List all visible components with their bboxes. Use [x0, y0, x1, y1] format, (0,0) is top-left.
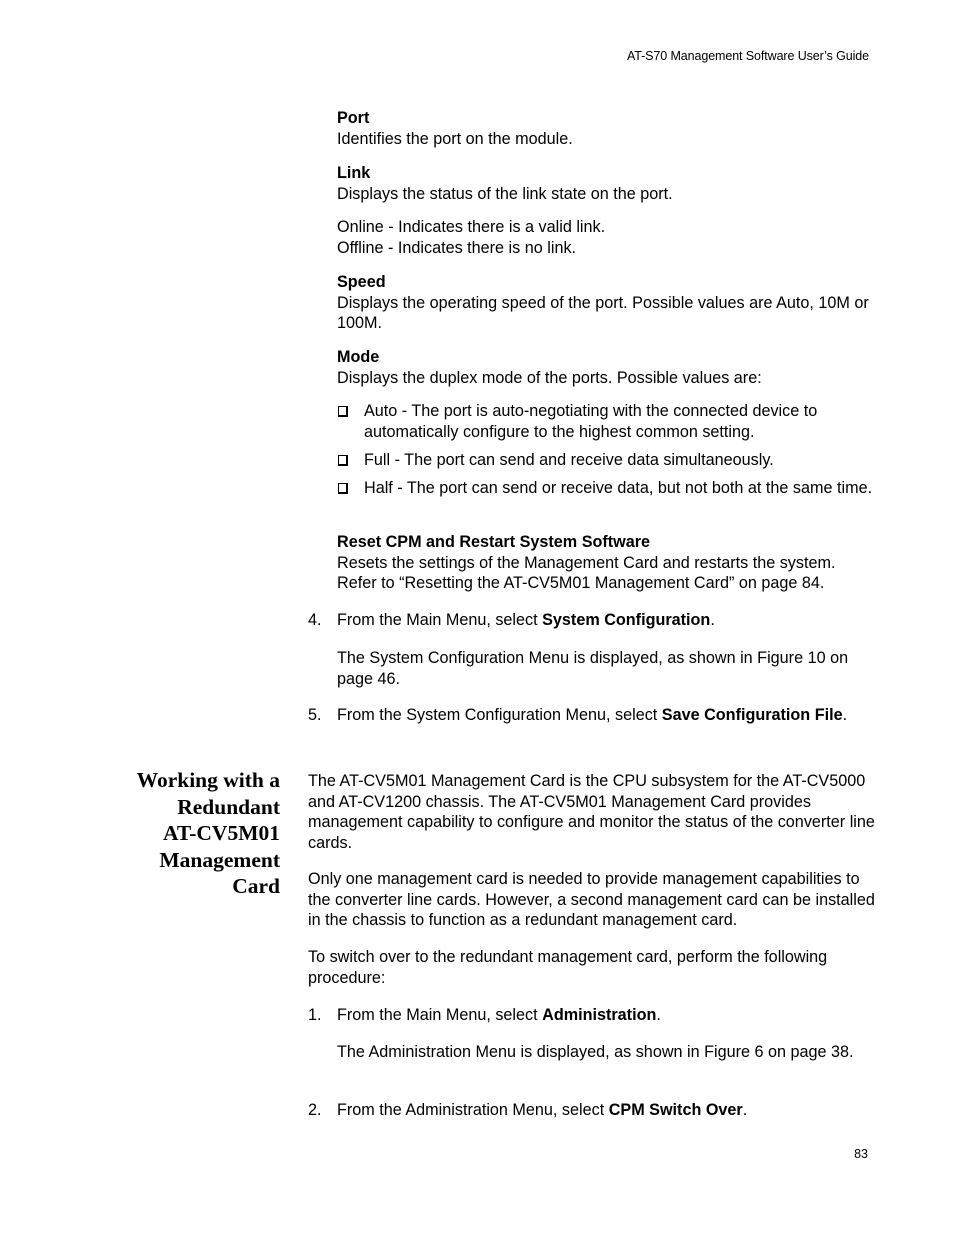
step-number: 1.	[308, 1006, 322, 1024]
field-desc: Resets the settings of the Management Card and restarts the system. Refer to “Resetting the AT-CV5M01 Management Card” on page 84.	[337, 553, 836, 592]
section-paragraph-3: To switch over to the redundant management card, perform the following procedure:	[308, 948, 828, 987]
section-paragraph-1: The AT-CV5M01 Management Card is the CPU subsystem for the AT-CV5000 and AT-CV1200 chassis. The AT-CV5M01 Management Card provides management capability to configure and monitor the status of the converter line cards.	[308, 772, 875, 852]
checkbox-bullet-icon	[338, 483, 348, 494]
step-number: 4.	[308, 611, 322, 629]
step-text: From the System Configuration Menu, select Save Configuration File.	[337, 706, 848, 724]
field-mode	[337, 347, 877, 388]
section-paragraph-2: Only one management card is needed to provide management capabilities to the converter line cards. However, a second management card can be installed in the chassis to function as a redundant management card.	[308, 870, 875, 929]
field-reset-cpm	[337, 532, 877, 594]
step-text: From the Main Menu, select Administration.	[337, 1006, 661, 1024]
bullet-text: Auto - The port is auto-negotiating with the connected device to automatically configure to the highest common setting.	[364, 402, 818, 441]
step-number: 5.	[308, 706, 322, 724]
field-term: Port	[337, 109, 370, 127]
field-term: Speed	[337, 273, 386, 291]
link-state-offline: Offline - Indicates there is no link.	[337, 238, 577, 257]
section-heading: Working with a Redundant AT-CV5M01 Management Card	[136, 768, 280, 898]
step-1-note: The Administration Menu is displayed, as shown in Figure 6 on page 38.	[337, 1043, 854, 1061]
running-header: AT-S70 Management Software User’s Guide	[626, 49, 869, 63]
checkbox-bullet-icon	[338, 455, 348, 466]
field-desc: Identifies the port on the module.	[337, 129, 573, 148]
field-term: Link	[337, 164, 371, 182]
checkbox-bullet-icon	[338, 406, 348, 417]
bullet-text: Full - The port can send and receive data simultaneously.	[364, 451, 774, 469]
bullet-text: Half - The port can send or receive data, but not both at the same time.	[364, 479, 873, 497]
step-4-note: The System Configuration Menu is displayed, as shown in Figure 10 on page 46.	[337, 649, 849, 688]
field-term: Mode	[337, 348, 380, 366]
page-number: 83	[854, 1147, 868, 1161]
field-desc: Displays the status of the link state on the port.	[337, 184, 673, 203]
field-port	[337, 108, 877, 149]
field-term: Reset CPM and Restart System Software	[337, 533, 651, 551]
step-text: From the Main Menu, select System Configuration.	[337, 611, 715, 629]
step-number: 2.	[308, 1101, 322, 1119]
link-state-online: Online - Indicates there is a valid link.	[337, 218, 606, 236]
link-states	[337, 217, 877, 258]
field-link	[337, 163, 877, 204]
field-desc: Displays the operating speed of the port. Possible values are Auto, 10M or 100M.	[337, 293, 869, 332]
field-speed	[337, 272, 877, 334]
step-text: From the Administration Menu, select CPM Switch Over.	[337, 1101, 748, 1119]
field-desc: Displays the duplex mode of the ports. Possible values are:	[337, 368, 762, 387]
